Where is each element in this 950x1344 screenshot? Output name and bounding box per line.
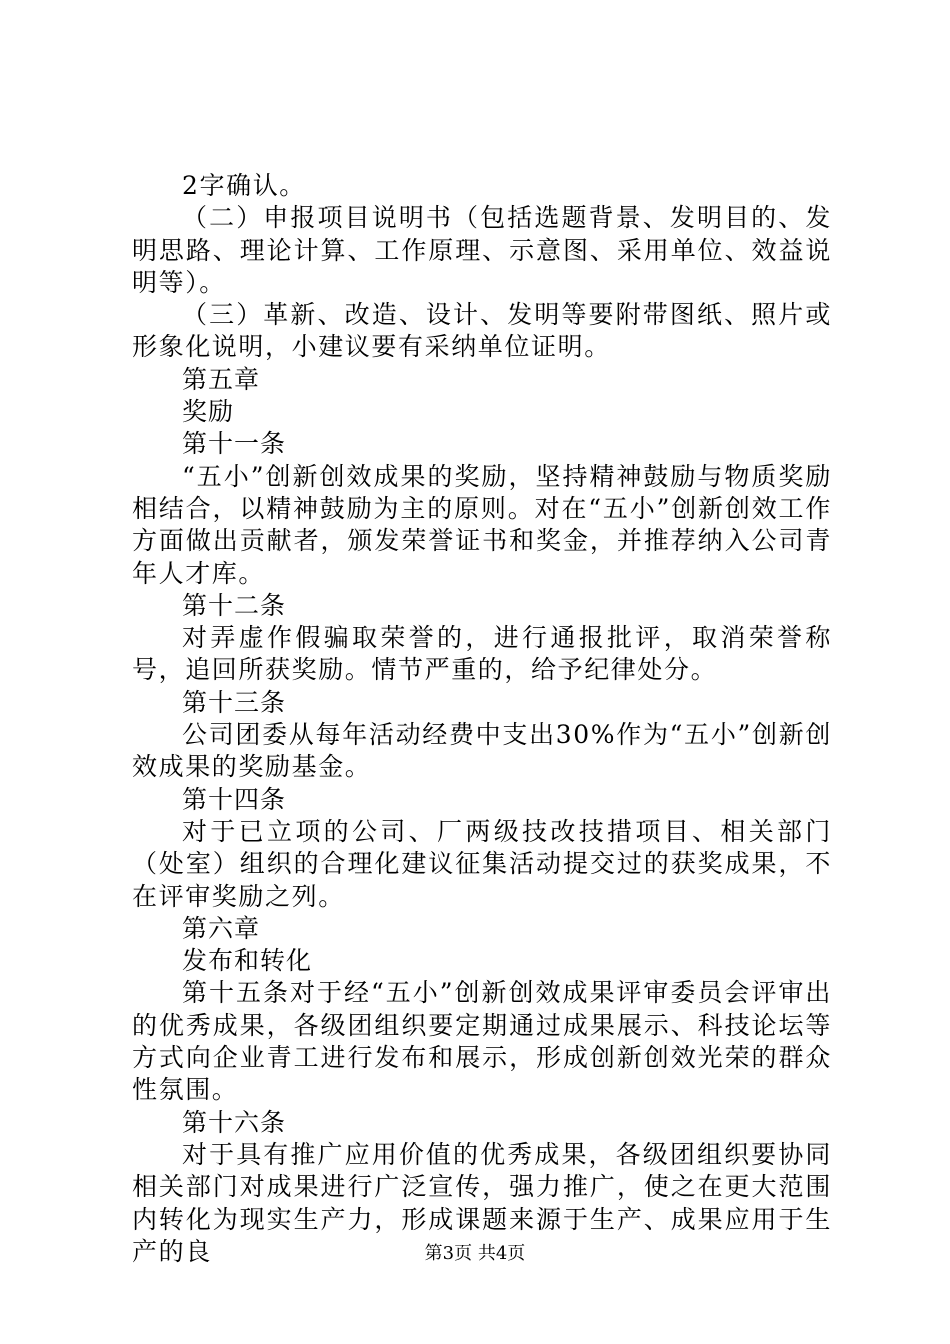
article-heading: 第十一条 [182, 429, 287, 459]
article-heading: 第十四条 [182, 784, 287, 814]
paragraph: “五小”创新创效成果的奖励，坚持精神鼓励与物质奖励相结合，以精神鼓励为主的原则。对在“五小”创新创效工作方面做出贡献者，颁发荣誉证书和奖金，并推荐纳入公司青年人才库。 [132, 461, 832, 588]
paragraph: 对于已立项的公司、厂两级技改技措项目、相关部门（处室）组织的合理化建议征集活动提交过的获奖成果，不在评审奖励之列。 [132, 816, 832, 911]
paragraph: 公司团委从每年活动经费中支出30%作为“五小”创新创效成果的奖励基金。 [132, 720, 832, 782]
paragraph: （二）申报项目说明书（包括选题背景、发明目的、发明思路、理论计算、工作原理、示意图、采用单位、效益说明等）。 [132, 203, 832, 297]
paragraph: 第十五条对于经“五小”创新创效成果评审委员会评审出的优秀成果，各级团组织要定期通过成果展示、科技论坛等方式向企业青工进行发布和展示，形成创新创效光荣的群众性氛围。 [132, 978, 832, 1105]
chapter-heading: 第五章 [182, 364, 261, 394]
page-number: 第3页 共4页 [424, 1243, 526, 1264]
paragraph: 2字确认。 [182, 171, 306, 200]
article-heading: 第十六条 [182, 1107, 287, 1137]
paragraph: （三）革新、改造、设计、发明等要附带图纸、照片或形象化说明，小建议要有采纳单位证明。 [132, 300, 832, 362]
article-heading: 第十三条 [182, 687, 287, 717]
document-body [132, 170, 832, 1268]
paragraph: 对弄虚作假骗取荣誉的，进行通报批评，取消荣誉称号，追回所获奖励。情节严重的，给予纪律处分。 [132, 623, 832, 685]
chapter-title: 发布和转化 [182, 946, 313, 976]
chapter-heading: 第六章 [182, 913, 261, 943]
paragraph: 对于具有推广应用价值的优秀成果，各级团组织要协同相关部门对成果进行广泛宣传，强力推广，使之在更大范围内转化为现实生产力，形成课题来源于生产、成果应用于生产的良 [132, 1139, 832, 1266]
page-footer [0, 1242, 950, 1266]
article-heading: 第十二条 [182, 590, 287, 620]
chapter-title: 奖励 [182, 397, 235, 427]
